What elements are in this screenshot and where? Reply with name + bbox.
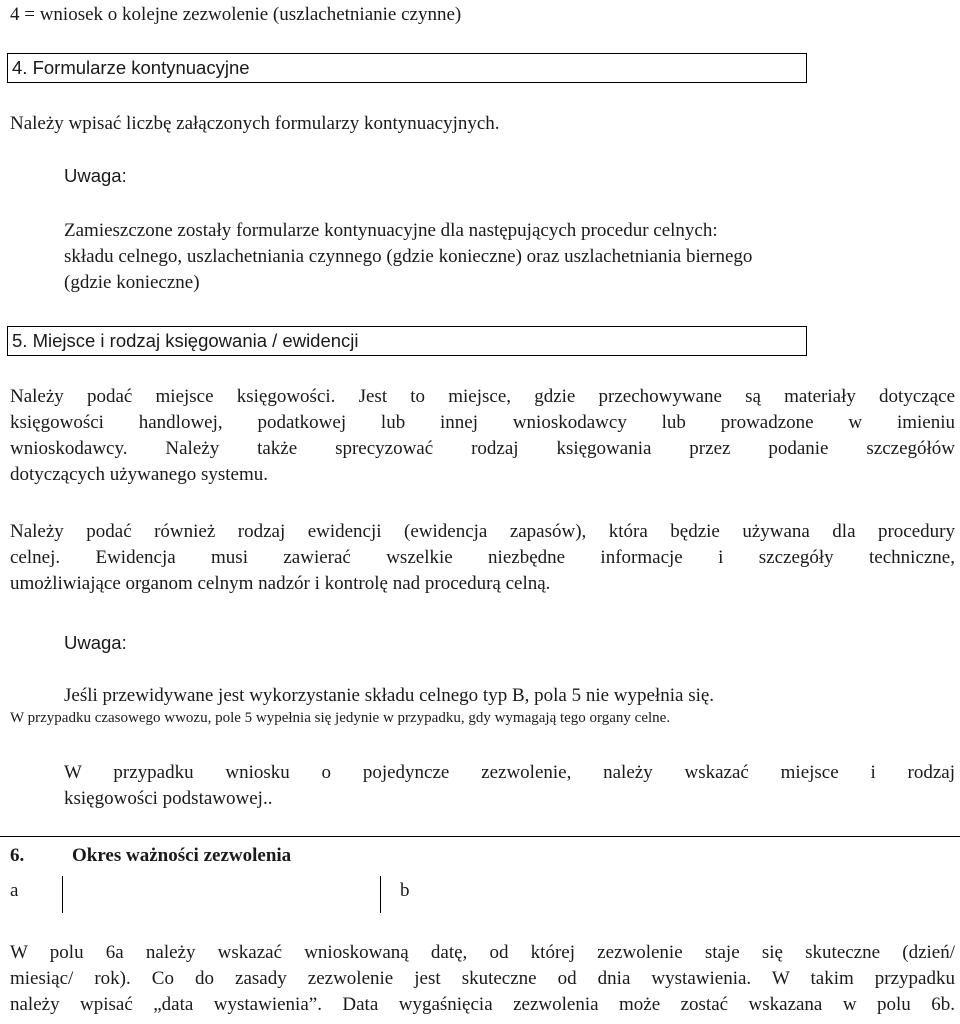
s5p1-line-3: wnioskodawcy. Należy także sprecyzować rodzaj księgowania przez podanie szczegółów	[10, 438, 955, 459]
section4-note	[64, 218, 954, 296]
section5-paragraph-1	[10, 384, 955, 488]
field-b-divider	[380, 876, 381, 913]
s5p2-line-1: Należy podać również rodzaj ewidencji (ewidencja zapasów), która będzie używana dla procedury	[10, 521, 955, 542]
section6-heading: Okres ważności zezwolenia	[72, 845, 292, 866]
s5p1-line-2: księgowości handlowej, podatkowej lub innej wnioskodawcy lub prowadzone w imieniu	[10, 412, 955, 433]
section4-note-line-2: składu celnego, uszlachetniania czynnego (gdzie konieczne) oraz uszlachetniania biernego	[64, 246, 753, 267]
s5n-line-2: księgowości podstawowej..	[64, 788, 273, 809]
section4-heading: 4. Formularze kontynuacyjne	[12, 57, 250, 78]
section6-paragraph	[10, 940, 955, 1018]
s5p1-line-1: Należy podać miejsce księgowości. Jest to miejsce, gdzie przechowywane są materiały dotyczące	[10, 386, 955, 407]
s6p-line-3: należy wpisać „data wystawienia”. Data wygaśnięcia zezwolenia może zostać wskazana w polu 6b.	[10, 994, 955, 1015]
section5-heading-box	[7, 326, 807, 356]
s5p2-line-3: umożliwiające organom celnym nadzór i kontrolę nad procedurą celną.	[10, 573, 551, 594]
section6-form	[0, 836, 960, 916]
section4-note-line-1: Zamieszczone zostały formularze kontynuacyjne dla następujących procedur celnych:	[64, 220, 718, 241]
section5-heading: 5. Miejsce i rodzaj księgowania / ewidencji	[12, 330, 359, 351]
section6-number: 6.	[10, 845, 25, 866]
section4-note-line-3: (gdzie konieczne)	[64, 272, 200, 293]
s5p2-line-2: celnej. Ewidencja musi zawierać wszelkie niezbędne informacje i szczegóły techniczne,	[10, 547, 955, 568]
section5-note-paragraph	[64, 760, 955, 812]
field-b-label: b	[400, 880, 410, 901]
s6p-line-2: miesiąc/ rok). Co do zasady zezwolenie jest skuteczne od dnia wystawienia. W takim przypadku	[10, 968, 955, 989]
section5-paragraph-2	[10, 519, 955, 597]
section4-heading-box	[7, 53, 807, 83]
section4-note-label: Uwaga:	[64, 165, 127, 186]
s5p1-line-4: dotyczących używanego systemu.	[10, 464, 268, 485]
section5-note-label: Uwaga:	[64, 632, 127, 653]
section4-instruction: Należy wpisać liczbę załączonych formularzy kontynuacyjnych.	[10, 113, 500, 134]
section6-top-border	[0, 836, 960, 837]
field-a-label: a	[10, 880, 19, 901]
top-line: 4 = wniosek o kolejne zezwolenie (uszlachetnianie czynne)	[10, 4, 462, 25]
section5-note-line-2: W przypadku czasowego wwozu, pole 5 wypełnia się jedynie w przypadku, gdy wymagają tego organy celne.	[10, 710, 671, 726]
field-a-divider	[62, 876, 63, 913]
section5-note-line-1: Jeśli przewidywane jest wykorzystanie składu celnego typ B, pola 5 nie wypełnia się.	[64, 685, 715, 706]
s6p-line-1: W polu 6a należy wskazać wnioskowaną datę, od której zezwolenie staje się skuteczne (dzień/	[10, 942, 955, 963]
s5n-line-1: W przypadku wniosku o pojedyncze zezwolenie, należy wskazać miejsce i rodzaj	[64, 762, 955, 783]
